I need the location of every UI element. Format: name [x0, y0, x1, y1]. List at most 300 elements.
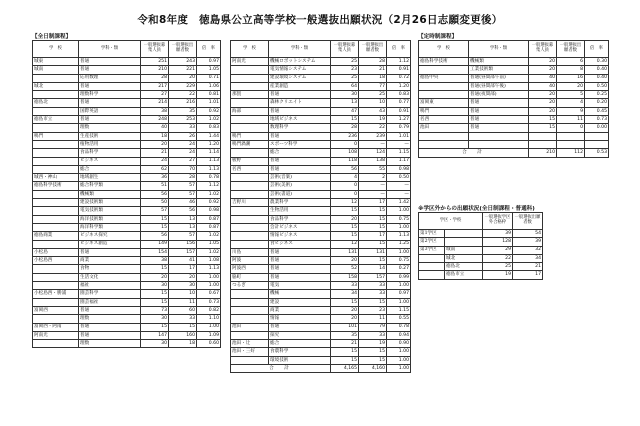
page-title: 令和8年度 徳島県公立高等学校一般選抜出願状況（2月26日志願変更後）: [137, 14, 503, 26]
outside-capacity-cell: 39: [483, 230, 513, 238]
capacity-cell: 30: [141, 282, 169, 290]
table-row: [33, 91, 221, 99]
school-cell: [33, 190, 79, 198]
school-cell: [231, 290, 269, 298]
table-row: [419, 149, 609, 157]
table-row: [33, 174, 221, 182]
ratio-cell: 1.17: [387, 157, 411, 165]
capacity-cell: 40: [529, 82, 557, 90]
capacity-cell: 30: [141, 340, 169, 348]
capacity-cell: 30: [141, 315, 169, 323]
applicants-cell: 33: [169, 124, 197, 132]
course-cell: 普通: [469, 107, 529, 115]
capacity-cell: 0: [331, 190, 359, 198]
course-cell: 総合科学類: [79, 182, 141, 190]
district-cell: 第1学区: [419, 230, 445, 238]
table-row: [33, 190, 221, 198]
capacity-cell: 50: [141, 199, 169, 207]
capacity-cell: 154: [141, 248, 169, 256]
course-cell: 産業創造: [269, 82, 331, 90]
course-cell: 普通(夜間部): [469, 91, 529, 99]
capacity-cell: 149: [141, 240, 169, 248]
course-cell: 総合: [269, 340, 331, 348]
school-cell: [33, 282, 79, 290]
applicants-cell: 216: [169, 99, 197, 107]
outside-capacity-cell: 25: [483, 263, 513, 271]
ratio-cell: 1.00: [197, 282, 221, 290]
ratio-cell: 0.67: [197, 290, 221, 298]
course-cell: 電気: [269, 282, 331, 290]
course-cell: 福祉: [79, 282, 141, 290]
course-cell: 国際英語: [79, 107, 141, 115]
ratio-cell: 0.83: [197, 124, 221, 132]
school-cell: 城北: [445, 254, 483, 262]
applicants-cell: 138: [359, 157, 387, 165]
school-cell: 富岡東: [419, 99, 469, 107]
applicants-cell: 11: [557, 116, 585, 124]
capacity-cell: 15: [529, 116, 557, 124]
district-header: 学区・学校: [419, 213, 483, 230]
table-row: [231, 116, 411, 124]
applicants-cell: 124: [359, 149, 387, 157]
ratio-cell: 0.40: [585, 66, 609, 74]
capacity-cell: 214: [141, 99, 169, 107]
school-cell: 鳴門: [33, 132, 79, 140]
course-cell: 普通: [79, 82, 141, 90]
school-cell: [33, 107, 79, 115]
table-row: [231, 207, 411, 215]
applicants-cell: 70: [169, 165, 197, 173]
ratio-cell: 1.05: [197, 66, 221, 74]
course-cell: 普通: [79, 323, 141, 331]
ratio-header: 倍 率: [585, 41, 609, 58]
school-cell: [33, 140, 79, 148]
ratio-cell: 1.13: [197, 165, 221, 173]
ratio-cell: 0.53: [585, 149, 609, 157]
table-row: [33, 74, 221, 82]
applicants-cell: 243: [169, 58, 197, 66]
school-cell: [231, 174, 269, 182]
school-cell: 池田・三好: [231, 348, 269, 356]
capacity-cell: 40: [141, 124, 169, 132]
ratio-cell: 0.83: [387, 91, 411, 99]
capacity-cell: 34: [331, 290, 359, 298]
table-row: [33, 331, 221, 339]
table-row: [231, 190, 411, 198]
school-cell: 徳島科学技術: [419, 58, 469, 66]
capacity-cell: 25: [331, 74, 359, 82]
course-cell: 生物活用: [269, 207, 331, 215]
course-cell: 海洋科学類: [79, 223, 141, 231]
capacity-cell: 33: [331, 282, 359, 290]
ratio-cell: 1.00: [387, 348, 411, 356]
capacity-cell: 15: [141, 323, 169, 331]
school-cell: [231, 74, 269, 82]
course-cell: 海洋技術類: [79, 215, 141, 223]
table-row: [231, 282, 411, 290]
course-cell: 理数: [79, 124, 141, 132]
applicants-cell: 10: [169, 290, 197, 298]
capacity-cell: 15: [141, 290, 169, 298]
outside-applicants-cell: 54: [513, 230, 543, 238]
school-cell: 阿波西: [231, 265, 269, 273]
capacity-cell: 101: [331, 323, 359, 331]
capacity-cell: 25: [331, 58, 359, 66]
school-cell: 板野: [231, 157, 269, 165]
capacity-cell: 64: [331, 82, 359, 90]
school-cell: [231, 190, 269, 198]
course-cell: 電気情報システム: [269, 66, 331, 74]
table-row: [419, 58, 609, 66]
course-cell: 農業科学: [269, 199, 331, 207]
applicants-cell: 22: [169, 91, 197, 99]
table-row: [33, 315, 221, 323]
table-row: [419, 82, 609, 90]
course-cell: 普通: [79, 116, 141, 124]
applicants-cell: 28: [169, 174, 197, 182]
capacity-cell: 20: [331, 215, 359, 223]
school-cell: [33, 199, 79, 207]
capacity-cell: 15: [331, 298, 359, 306]
school-cell: [231, 66, 269, 74]
ratio-cell: 1.20: [197, 140, 221, 148]
applicants-cell: 27: [169, 157, 197, 165]
applicants-cell: 131: [359, 248, 387, 256]
applicants-cell: 2: [359, 174, 387, 182]
applicants-cell: 19: [359, 116, 387, 124]
ratio-cell: 0.91: [387, 66, 411, 74]
applicants-cell: 41: [169, 257, 197, 265]
capacity-cell: 15: [331, 223, 359, 231]
ratio-cell: 0.97: [387, 290, 411, 298]
table-row: [231, 331, 411, 339]
school-cell: [231, 215, 269, 223]
table-row: [231, 273, 411, 281]
table-row: [33, 165, 221, 173]
capacity-cell: 13: [331, 99, 359, 107]
course-cell: ビジネス: [79, 157, 141, 165]
table-row: [231, 340, 411, 348]
table-row: [419, 238, 543, 246]
course-cell: 生産技術: [79, 132, 141, 140]
table-row: [231, 99, 411, 107]
applicants-cell: 15: [359, 356, 387, 364]
capacity-cell: 24: [141, 157, 169, 165]
table-row: [231, 265, 411, 273]
applicants-cell: 55: [359, 165, 387, 173]
capacity-cell: 20: [529, 58, 557, 66]
capacity-cell: 52: [331, 265, 359, 273]
school-cell: [419, 91, 469, 99]
school-cell: [33, 165, 79, 173]
total-label: 合 計: [419, 149, 529, 157]
ratio-cell: 0.55: [387, 315, 411, 323]
table-row: [231, 315, 411, 323]
school-cell: [231, 356, 269, 364]
applicants-cell: 8: [557, 66, 585, 74]
school-cell: 池田・辻: [231, 340, 269, 348]
applicants-cell: 4: [557, 99, 585, 107]
table-row: [231, 58, 411, 66]
school-cell: 鳴門渦潮: [231, 140, 269, 148]
capacity-cell: 12: [331, 199, 359, 207]
course-cell: 植物活用: [79, 140, 141, 148]
applicants-cell: 20: [557, 82, 585, 90]
table-row: [33, 157, 221, 165]
school-cell: 鳴門: [419, 107, 469, 115]
table-row: [231, 240, 411, 248]
capacity-cell: 15: [331, 356, 359, 364]
table-row: [419, 140, 609, 148]
capacity-cell: 40: [529, 74, 557, 82]
school-cell: 城南: [33, 66, 79, 74]
outside-capacity-header: 一般選抜学区外合格枠: [483, 213, 513, 230]
school-cell: [231, 232, 269, 240]
capacity-cell: 147: [141, 331, 169, 339]
capacity-cell: [529, 132, 557, 140]
table-row: [231, 165, 411, 173]
school-cell: 阿南光: [33, 331, 79, 339]
applicants-cell: 57: [169, 182, 197, 190]
table-row: [33, 240, 221, 248]
capacity-cell: 217: [141, 82, 169, 90]
applicants-cell: 11: [359, 315, 387, 323]
capacity-cell: 56: [331, 165, 359, 173]
school-cell: [231, 124, 269, 132]
ratio-cell: 1.00: [387, 207, 411, 215]
capacity-cell: 15: [331, 348, 359, 356]
course-cell: 食品科学: [269, 215, 331, 223]
school-cell: 富岡西: [33, 306, 79, 314]
table-row: [419, 132, 609, 140]
school-cell: [33, 315, 79, 323]
capacity-cell: 15: [141, 265, 169, 273]
table-row: [231, 74, 411, 82]
course-cell: 普通(昼間部午後): [469, 82, 529, 90]
applicants-cell: 19: [359, 340, 387, 348]
table-row: [33, 248, 221, 256]
course-cell: 普通: [269, 248, 331, 256]
course-cell: 普通: [79, 66, 141, 74]
table-row: [231, 348, 411, 356]
course-cell: [469, 132, 529, 140]
ratio-cell: 1.08: [197, 257, 221, 265]
capacity-cell: 21: [331, 340, 359, 348]
district-cell: [419, 271, 445, 279]
applicants-cell: 4,160: [359, 364, 387, 372]
capacity-cell: 21: [141, 149, 169, 157]
ratio-cell: 1.00: [387, 298, 411, 306]
table-row: [231, 132, 411, 140]
applicants-cell: 253: [169, 116, 197, 124]
school-cell: 小松島: [33, 248, 79, 256]
ratio-cell: 0.27: [387, 265, 411, 273]
table-row: [419, 74, 609, 82]
table-row: [231, 182, 411, 190]
course-cell: 普通: [269, 91, 331, 99]
capacity-header: 一般選抜募集人員: [529, 41, 557, 58]
capacity-cell: 20: [331, 257, 359, 265]
capacity-cell: 158: [331, 273, 359, 281]
ratio-cell: 0.73: [197, 298, 221, 306]
course-cell: 普通: [269, 273, 331, 281]
table-row: [231, 248, 411, 256]
school-cell: [231, 223, 269, 231]
school-cell: [231, 306, 269, 314]
capacity-cell: 47: [331, 107, 359, 115]
course-cell: ビジネス創造: [79, 240, 141, 248]
ratio-cell: 1.01: [387, 132, 411, 140]
course-cell: 園芸科学: [79, 290, 141, 298]
school-cell: [231, 99, 269, 107]
ratio-cell: 0.94: [387, 331, 411, 339]
school-cell: 鳴門: [231, 132, 269, 140]
course-cell: 総合: [269, 149, 331, 157]
school-cell: つるぎ: [231, 282, 269, 290]
applicants-header: 一般選抜出願者数: [557, 41, 585, 58]
ratio-cell: 1.09: [197, 331, 221, 339]
ratio-cell: 0.78: [387, 323, 411, 331]
table-header-row: [231, 41, 411, 58]
table-row: [231, 107, 411, 115]
capacity-cell: 12: [331, 240, 359, 248]
table-row: [231, 124, 411, 132]
ratio-cell: [585, 140, 609, 148]
table-row: [33, 116, 221, 124]
table-row: [33, 207, 221, 215]
ratio-cell: 1.00: [197, 323, 221, 331]
capacity-header: 一般選抜募集人員: [141, 41, 169, 58]
school-cell: 吉野川: [231, 199, 269, 207]
ratio-cell: —: [387, 182, 411, 190]
capacity-cell: 15: [141, 223, 169, 231]
applicants-cell: 57: [169, 232, 197, 240]
school-cell: 徳島商業: [33, 232, 79, 240]
capacity-cell: 15: [331, 207, 359, 215]
school-cell: 徳島北: [33, 99, 79, 107]
school-cell: 小松島西: [33, 257, 79, 265]
course-cell: 建設環境システム: [269, 74, 331, 82]
table-row: [231, 290, 411, 298]
table-row: [33, 124, 221, 132]
course-cell: 食物: [79, 265, 141, 273]
applicants-cell: 20: [169, 74, 197, 82]
applicants-cell: 160: [169, 331, 197, 339]
capacity-cell: 4: [331, 174, 359, 182]
applicants-cell: 15: [359, 215, 387, 223]
outside-applicants-cell: 34: [513, 254, 543, 262]
ratio-cell: 0.97: [197, 58, 221, 66]
capacity-cell: 18: [141, 132, 169, 140]
outside-applicants-cell: 21: [513, 263, 543, 271]
outside-applicants-header: 一般選抜出願者数: [513, 213, 543, 230]
school-cell: [33, 265, 79, 273]
applicants-cell: 18: [169, 340, 197, 348]
school-cell: [419, 82, 469, 90]
applicants-cell: —: [359, 140, 387, 148]
school-cell: [33, 223, 79, 231]
applicants-cell: 60: [169, 306, 197, 314]
table-row: [231, 323, 411, 331]
course-cell: 普通: [469, 116, 529, 124]
ratio-cell: 1.20: [387, 82, 411, 90]
table-row: [231, 306, 411, 314]
table-row: [33, 265, 221, 273]
school-cell: [33, 157, 79, 165]
school-header: 学 校: [231, 41, 269, 58]
capacity-cell: 20: [529, 91, 557, 99]
course-cell: 食農科学: [269, 348, 331, 356]
school-cell: 池田: [419, 124, 469, 132]
table-row: [33, 273, 221, 281]
course-cell: [469, 140, 529, 148]
course-cell: 理数: [79, 315, 141, 323]
applicants-cell: 26: [169, 132, 197, 140]
table-row: [231, 174, 411, 182]
course-cell: 普通: [469, 124, 529, 132]
table-row: [231, 232, 411, 240]
course-cell: 工業技術類: [469, 66, 529, 74]
course-cell: 建設: [269, 298, 331, 306]
table-row: [231, 356, 411, 364]
capacity-cell: 28: [141, 74, 169, 82]
course-cell: 地域創生: [79, 174, 141, 182]
school-cell: [445, 230, 483, 238]
table-row: [33, 290, 221, 298]
table-row: [231, 66, 411, 74]
ratio-cell: 1.10: [197, 315, 221, 323]
table-row: [419, 254, 543, 262]
table-row: [419, 230, 543, 238]
applicants-cell: 221: [169, 66, 197, 74]
table-row: [33, 282, 221, 290]
ratio-cell: 1.12: [387, 58, 411, 66]
ratio-cell: —: [387, 140, 411, 148]
course-cell: 園芸福祉: [79, 298, 141, 306]
course-cell: 応用数理: [79, 74, 141, 82]
table-row: [33, 323, 221, 331]
ratio-cell: 1.02: [197, 190, 221, 198]
school-cell: 脇町: [231, 273, 269, 281]
capacity-cell: [529, 140, 557, 148]
table-row: [231, 91, 411, 99]
table-row: [419, 116, 609, 124]
section-parttime-label: 【定時制課程】: [418, 34, 458, 40]
school-cell: 名西: [419, 116, 469, 124]
school-cell: 小松島西・勝浦: [33, 290, 79, 298]
course-cell: 機械: [269, 290, 331, 298]
ratio-cell: 0.00: [585, 124, 609, 132]
table-row: [231, 149, 411, 157]
course-header: 学科・類: [269, 41, 331, 58]
ratio-header: 倍 率: [387, 41, 411, 58]
applicants-cell: 156: [169, 240, 197, 248]
table-row: [231, 364, 411, 372]
applicants-cell: 13: [169, 215, 197, 223]
outside-applicants-cell: 32: [513, 246, 543, 254]
course-cell: 生活文化: [79, 273, 141, 281]
course-cell: 普通: [79, 306, 141, 314]
ratio-cell: 0.82: [197, 306, 221, 314]
applicants-cell: 15: [169, 323, 197, 331]
table-row: [419, 99, 609, 107]
table-row: [419, 271, 543, 279]
school-header: 学 校: [419, 41, 469, 58]
applicants-cell: 46: [169, 199, 197, 207]
table-row: [231, 257, 411, 265]
school-cell: 川島: [231, 248, 269, 256]
school-cell: [33, 215, 79, 223]
